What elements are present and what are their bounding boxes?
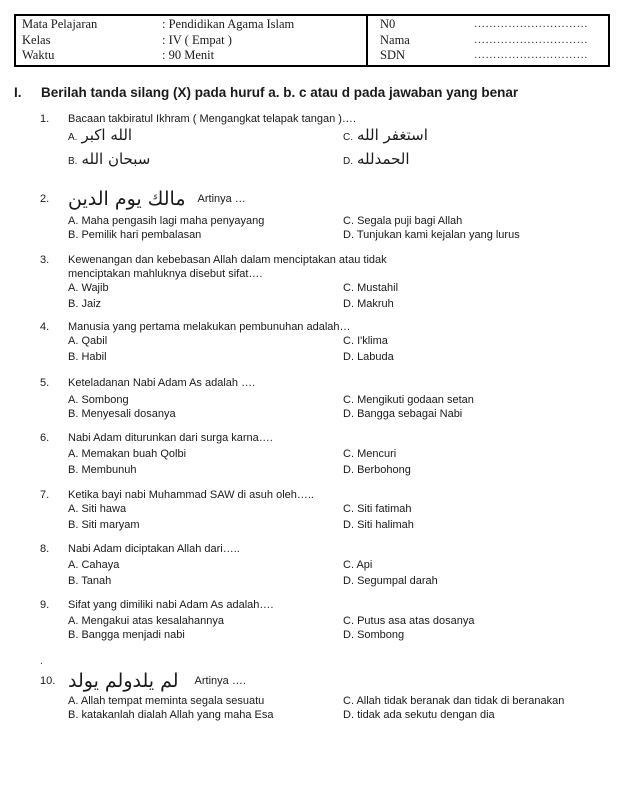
option-letter: C.	[343, 132, 353, 143]
option-a[interactable]	[68, 128, 343, 148]
option-b[interactable]	[68, 228, 343, 242]
question-text-line-2: menciptakan mahluknya disebut sifat….	[68, 268, 263, 280]
option-letter: B.	[68, 629, 79, 641]
option-letter: B.	[68, 229, 79, 241]
option-b[interactable]	[68, 628, 343, 642]
option-a[interactable]	[68, 694, 343, 708]
question-text: Ketika bayi nabi Muhammad SAW di asuh oleh…..	[68, 489, 314, 501]
option-text: Mengikuti godaan setan	[357, 394, 474, 406]
stray-mark: .	[40, 656, 43, 667]
option-text: Menyesali dosanya	[81, 408, 176, 420]
option-text: I'klima	[357, 335, 388, 347]
option-letter: B.	[68, 519, 79, 531]
option-a[interactable]	[68, 393, 343, 407]
question-8	[40, 542, 620, 588]
question-3	[40, 253, 620, 311]
option-d[interactable]	[343, 628, 620, 642]
option-text: Bangga menjadi nabi	[81, 629, 185, 641]
option-text: Api	[356, 559, 373, 571]
question-text	[68, 253, 620, 281]
option-letter: C.	[343, 282, 354, 294]
option-c[interactable]	[343, 281, 620, 295]
option-text: Wajib	[81, 282, 109, 294]
option-a[interactable]	[68, 558, 343, 572]
option-a[interactable]	[68, 214, 343, 228]
option-letter: C.	[343, 559, 354, 571]
subject-value: : Pendidikan Agama Islam	[162, 17, 295, 31]
student-info-cell	[368, 16, 608, 65]
class-label: Kelas	[22, 32, 51, 47]
subject-row	[22, 17, 366, 33]
option-d[interactable]	[343, 574, 620, 588]
option-letter: A.	[68, 503, 79, 515]
school-label: SDN	[380, 48, 406, 62]
question-number: 4.	[40, 321, 50, 333]
question-5	[40, 376, 620, 421]
option-letter: D.	[343, 156, 353, 167]
option-c[interactable]	[343, 214, 620, 228]
option-letter: A.	[68, 132, 78, 143]
time-label: Waktu	[22, 48, 55, 62]
option-a[interactable]	[68, 334, 343, 348]
question-number: 1.	[40, 113, 50, 125]
option-text: Segumpal darah	[357, 575, 438, 587]
option-letter: C.	[343, 394, 354, 406]
option-letter: B.	[68, 575, 79, 587]
option-letter: A.	[68, 394, 79, 406]
option-text-arabic: سبحان الله	[81, 150, 151, 168]
class-value: : IV ( Empat )	[162, 32, 232, 47]
option-letter: A.	[68, 615, 79, 627]
option-text: Mustahil	[357, 282, 399, 294]
option-text: Memakan buah Qolbi	[81, 448, 187, 460]
option-text: Mencuri	[357, 448, 397, 460]
option-text: Mengakui atas kesalahannya	[81, 615, 224, 627]
option-letter: B.	[68, 709, 79, 721]
time-row	[22, 48, 366, 64]
option-text: Sombong	[81, 394, 129, 406]
option-d[interactable]	[343, 708, 620, 722]
question-text-line-1: Kewenangan dan kebebasan Allah dalam menciptakan atau tidak	[68, 254, 387, 266]
question-4	[40, 320, 620, 364]
option-c[interactable]	[343, 128, 620, 148]
section-heading	[14, 85, 518, 100]
option-letter: C.	[343, 335, 354, 347]
name-row	[380, 33, 608, 49]
number-blank[interactable]: …………………………	[474, 18, 588, 30]
option-a[interactable]	[68, 614, 343, 628]
option-b[interactable]	[68, 518, 343, 532]
option-letter: C.	[343, 448, 354, 460]
option-text: Makruh	[357, 298, 394, 310]
section-number: I.	[14, 85, 22, 100]
option-letter: B.	[68, 351, 79, 363]
exam-header-table	[14, 14, 610, 67]
question-text: Nabi Adam diciptakan Allah dari…..	[68, 543, 240, 555]
option-text: Jaiz	[81, 298, 102, 310]
question-number: 2.	[40, 193, 50, 205]
option-letter: B.	[68, 408, 79, 420]
option-text: Siti fatimah	[357, 503, 412, 515]
option-letter: D.	[343, 709, 354, 721]
option-letter: A.	[68, 448, 79, 460]
option-letter: D.	[343, 408, 354, 420]
option-a[interactable]	[68, 281, 343, 295]
option-letter: A.	[68, 559, 79, 571]
class-row	[22, 33, 366, 49]
option-text: Siti hawa	[81, 503, 127, 515]
option-d[interactable]	[343, 228, 620, 242]
option-text: Membunuh	[81, 464, 137, 476]
option-text: Siti maryam	[81, 519, 140, 531]
option-text-arabic: الحمدلله	[357, 150, 410, 168]
option-letter: A.	[68, 282, 79, 294]
option-text: Tanah	[81, 575, 112, 587]
question-7	[40, 488, 620, 532]
option-letter: D.	[343, 629, 354, 641]
option-letter: B.	[68, 298, 79, 310]
section-instruction: Berilah tanda silang (X) pada huruf a. b. c atau d pada jawaban yang benar	[41, 85, 519, 100]
question-text: Bacaan takbiratul Ikhram ( Mengangkat telapak tangan )….	[68, 113, 356, 125]
option-letter: D.	[343, 298, 354, 310]
question-9	[40, 598, 620, 642]
option-letter: C.	[343, 503, 354, 515]
option-text: tidak ada sekutu dengan dia	[357, 709, 495, 721]
question-text: Keteladanan Nabi Adam As adalah ….	[68, 377, 256, 389]
question-arabic-verse: مالك يوم الدين	[68, 188, 186, 210]
question-suffix: Artinya ….	[194, 675, 246, 687]
option-text: Allah tempat meminta segala sesuatu	[80, 695, 265, 707]
question-number: 7.	[40, 489, 50, 501]
number-label: N0	[380, 17, 396, 31]
option-d[interactable]	[343, 407, 620, 421]
subject-label: Mata Pelajaran	[22, 17, 98, 31]
question-number: 5.	[40, 377, 50, 389]
question-text: Sifat yang dimiliki nabi Adam As adalah….	[68, 599, 274, 611]
option-text: Siti halimah	[357, 519, 414, 531]
option-letter: B.	[68, 156, 78, 167]
option-letter: D.	[343, 575, 354, 587]
option-text: Habil	[81, 351, 107, 363]
exam-info-cell	[16, 16, 368, 65]
option-c[interactable]	[343, 393, 620, 407]
question-number: 6.	[40, 432, 50, 444]
option-letter: D.	[343, 519, 354, 531]
option-text: Putus asa atas dosanya	[357, 615, 475, 627]
option-a[interactable]	[68, 502, 343, 516]
option-d[interactable]	[343, 152, 620, 172]
question-10	[40, 668, 620, 722]
option-letter: C.	[343, 615, 354, 627]
school-row	[380, 48, 608, 64]
name-blank[interactable]: …………………………	[474, 33, 588, 46]
school-blank[interactable]: …………………………	[474, 49, 588, 61]
option-text: Labuda	[357, 351, 394, 363]
name-label: Nama	[380, 32, 410, 47]
option-letter: A.	[68, 215, 79, 227]
option-c[interactable]	[343, 334, 620, 348]
question-arabic-verse: لم يلدولم يولد	[68, 670, 179, 692]
option-text: Berbohong	[357, 464, 411, 476]
option-b[interactable]	[68, 708, 343, 722]
question-number: 8.	[40, 543, 50, 555]
option-text: Maha pengasih lagi maha penyayang	[81, 215, 265, 227]
option-letter: B.	[68, 464, 79, 476]
option-letter: C.	[343, 695, 354, 707]
question-2	[40, 186, 620, 242]
option-text: Segala puji bagi Allah	[357, 215, 463, 227]
option-d[interactable]	[343, 463, 620, 477]
option-a[interactable]	[68, 447, 343, 461]
question-6	[40, 431, 620, 477]
option-letter: D.	[343, 464, 354, 476]
option-text: Allah tidak beranak dan tidak di beranakan	[356, 695, 565, 707]
option-text-arabic: استغفر الله	[357, 126, 428, 144]
question-number: 9.	[40, 599, 50, 611]
option-text: Bangga sebagai Nabi	[357, 408, 463, 420]
option-d[interactable]	[343, 350, 620, 364]
option-b[interactable]	[68, 350, 343, 364]
option-c[interactable]	[343, 447, 620, 461]
question-text: Nabi Adam diturunkan dari surga karna….	[68, 432, 273, 444]
option-letter: C.	[343, 215, 354, 227]
time-value: : 90 Menit	[162, 48, 215, 62]
question-text: Manusia yang pertama melakukan pembunuhan adalah…	[68, 321, 351, 333]
option-b[interactable]	[68, 407, 343, 421]
option-letter: D.	[343, 351, 354, 363]
option-text: Pemilik hari pembalasan	[81, 229, 202, 241]
option-c[interactable]	[343, 502, 620, 516]
option-b[interactable]	[68, 574, 343, 588]
option-text: Cahaya	[81, 559, 120, 571]
question-number: 3.	[40, 254, 50, 266]
option-b[interactable]	[68, 463, 343, 477]
option-c[interactable]	[343, 694, 620, 708]
option-b[interactable]	[68, 297, 343, 311]
number-row	[380, 17, 608, 33]
option-text-arabic: الله اكبر	[81, 126, 133, 144]
option-letter: D.	[343, 229, 354, 241]
question-number: 10.	[40, 675, 56, 687]
option-b[interactable]	[68, 152, 343, 172]
option-text: Sombong	[357, 629, 405, 641]
option-d[interactable]	[343, 518, 620, 532]
question-suffix: Artinya …	[197, 193, 246, 205]
option-text: Tunjukan kami kejalan yang lurus	[356, 229, 520, 241]
option-d[interactable]	[343, 297, 620, 311]
option-c[interactable]	[343, 558, 620, 572]
option-text: Qabil	[81, 335, 108, 347]
option-text: katakanlah dialah Allah yang maha Esa	[81, 709, 274, 721]
option-c[interactable]	[343, 614, 620, 628]
question-1	[40, 112, 620, 172]
option-letter: A.	[68, 335, 79, 347]
option-letter: A.	[68, 695, 79, 707]
